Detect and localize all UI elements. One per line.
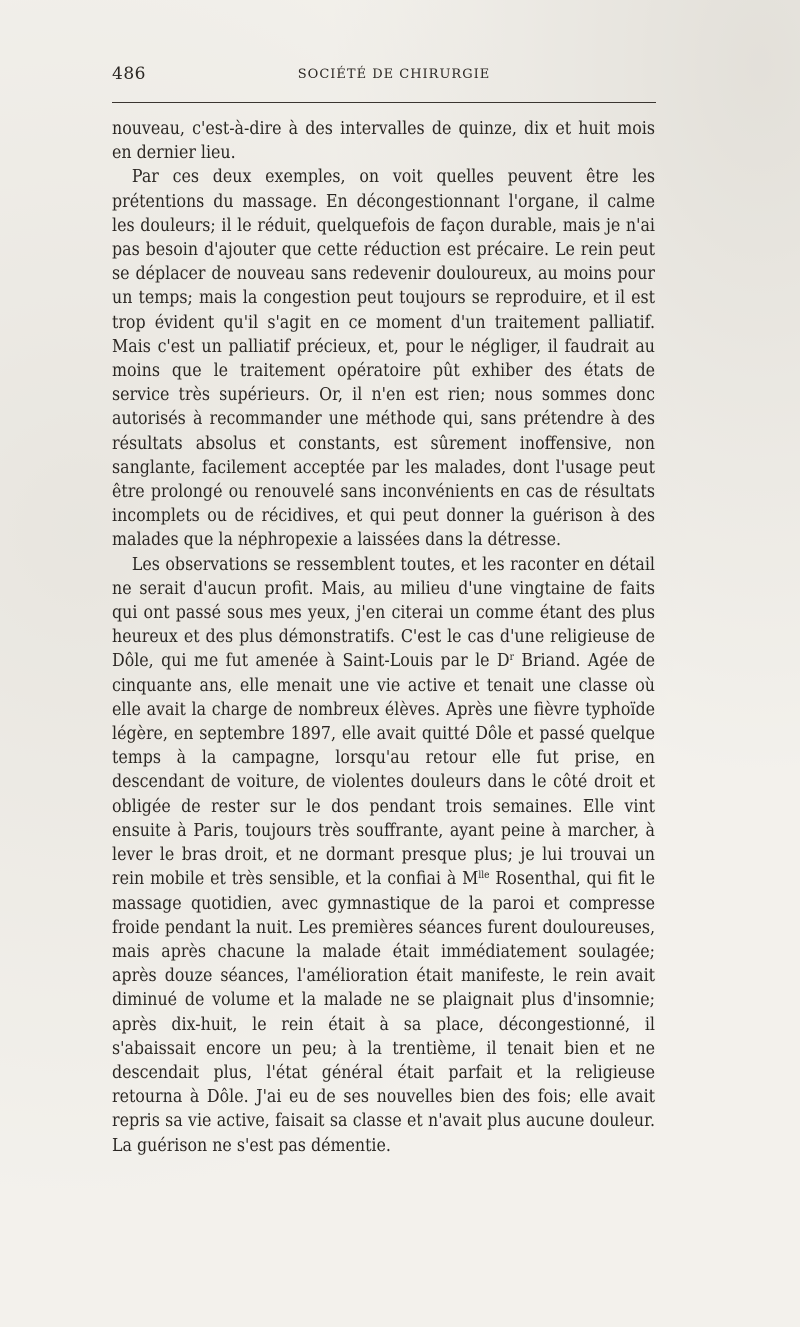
header-rule — [112, 102, 656, 103]
paragraph-2: Par ces deux exemples, on voit quelles peuvent être les prétentions du massage. En décongestionnant l'organe, il calme les douleurs; il le réduit, quelquefois de façon durable, mais je n'ai pas besoin d'ajouter que cette réduction est précaire. Le rein peut se déplacer de nouveau sans redevenir douloureux, au moins pour un temps; mais la congestion peut toujours se reproduire, et il est trop évident qu'il s'agit en ce moment d'un traitement palliatif. Mais c'est un palliatif précieux, et, pour le négliger, il faudrait au moins que le traitement opératoire pût exhiber des états de service très supérieurs. Or, il n'en est rien; nous sommes donc autorisés à recommander une méthode qui, sans prétendre à des résultats absolus et constants, est sûrement inoffensive, non sanglante, facilement acceptée par les malades, dont l'usage peut être prolongé ou renouvelé sans inconvénients en cas de résultats incomplets ou de récidives, et qui peut donner la guérison à des malades que la néphropexie a laissées dans la détresse. — [112, 167, 655, 551]
page-number: 486 — [112, 64, 146, 84]
running-title: SOCIÉTÉ DE CHIRURGIE — [297, 67, 491, 82]
paragraph-1: nouveau, c'est-à-dire à des intervalles de quinze, dix et huit mois en dernier lieu. — [112, 119, 655, 164]
superscript-lle: lle — [478, 870, 490, 882]
page-header — [112, 64, 656, 86]
body-text — [112, 117, 655, 1158]
superscript-r: r — [509, 652, 514, 664]
paragraph-3-part-1: Les observations se ressemblent toutes, et les raconter en détail ne serait d'aucun profit. Mais, au milieu d'une vingtaine de faits qui ont passé sous mes yeux, j'en citerai un comme étant des plus heureux et des plus démonstratifs. C'est le cas d'une religieuse de Dôle, qui me fut amenée à Saint-Louis par le D — [112, 554, 655, 672]
paragraph-3-part-3: Rosenthal, qui fit le massage quotidien, avec gymnastique de la paroi et compresse froide pendant la nuit. Les premières séances furent douloureuses, mais après chacune la malade était immédiatement soulagée; après douze séances, l'amélioration était manifeste, le rein avait diminué de volume et la malade ne se plaignait plus d'insomnie; après dix-huit, le rein était à sa place, décongestionné, il s'abaissait encore un peu; à la trentième, il tenait bien et ne descendait plus, l'état général était parfait et la religieuse retourna à Dôle. J'ai eu de ses nouvelles bien des fois; elle avait repris sa vie active, faisait sa classe et n'avait plus aucune douleur. La guérison ne s'est pas démentie. — [112, 869, 655, 1156]
paragraph-3 — [112, 553, 655, 1158]
paragraph-3-part-2: Briand. Agée de cinquante ans, elle menait une vie active et tenait une classe où elle avait la charge de nombreux élèves. Après une fièvre typhoïde légère, en septembre 1897, elle avait quitté Dôle et passé quelque temps à la campagne, lorsqu'au retour elle fut prise, en descendant de voiture, de violentes douleurs dans le côté droit et obligée de rester sur le dos pendant trois semaines. Elle vint ensuite à Paris, toujours très souffrante, ayant peine à marcher, à lever le bras droit, et ne dormant presque plus; je lui trouvai un rein mobile et très sensible, et la confiai à M — [112, 651, 656, 890]
